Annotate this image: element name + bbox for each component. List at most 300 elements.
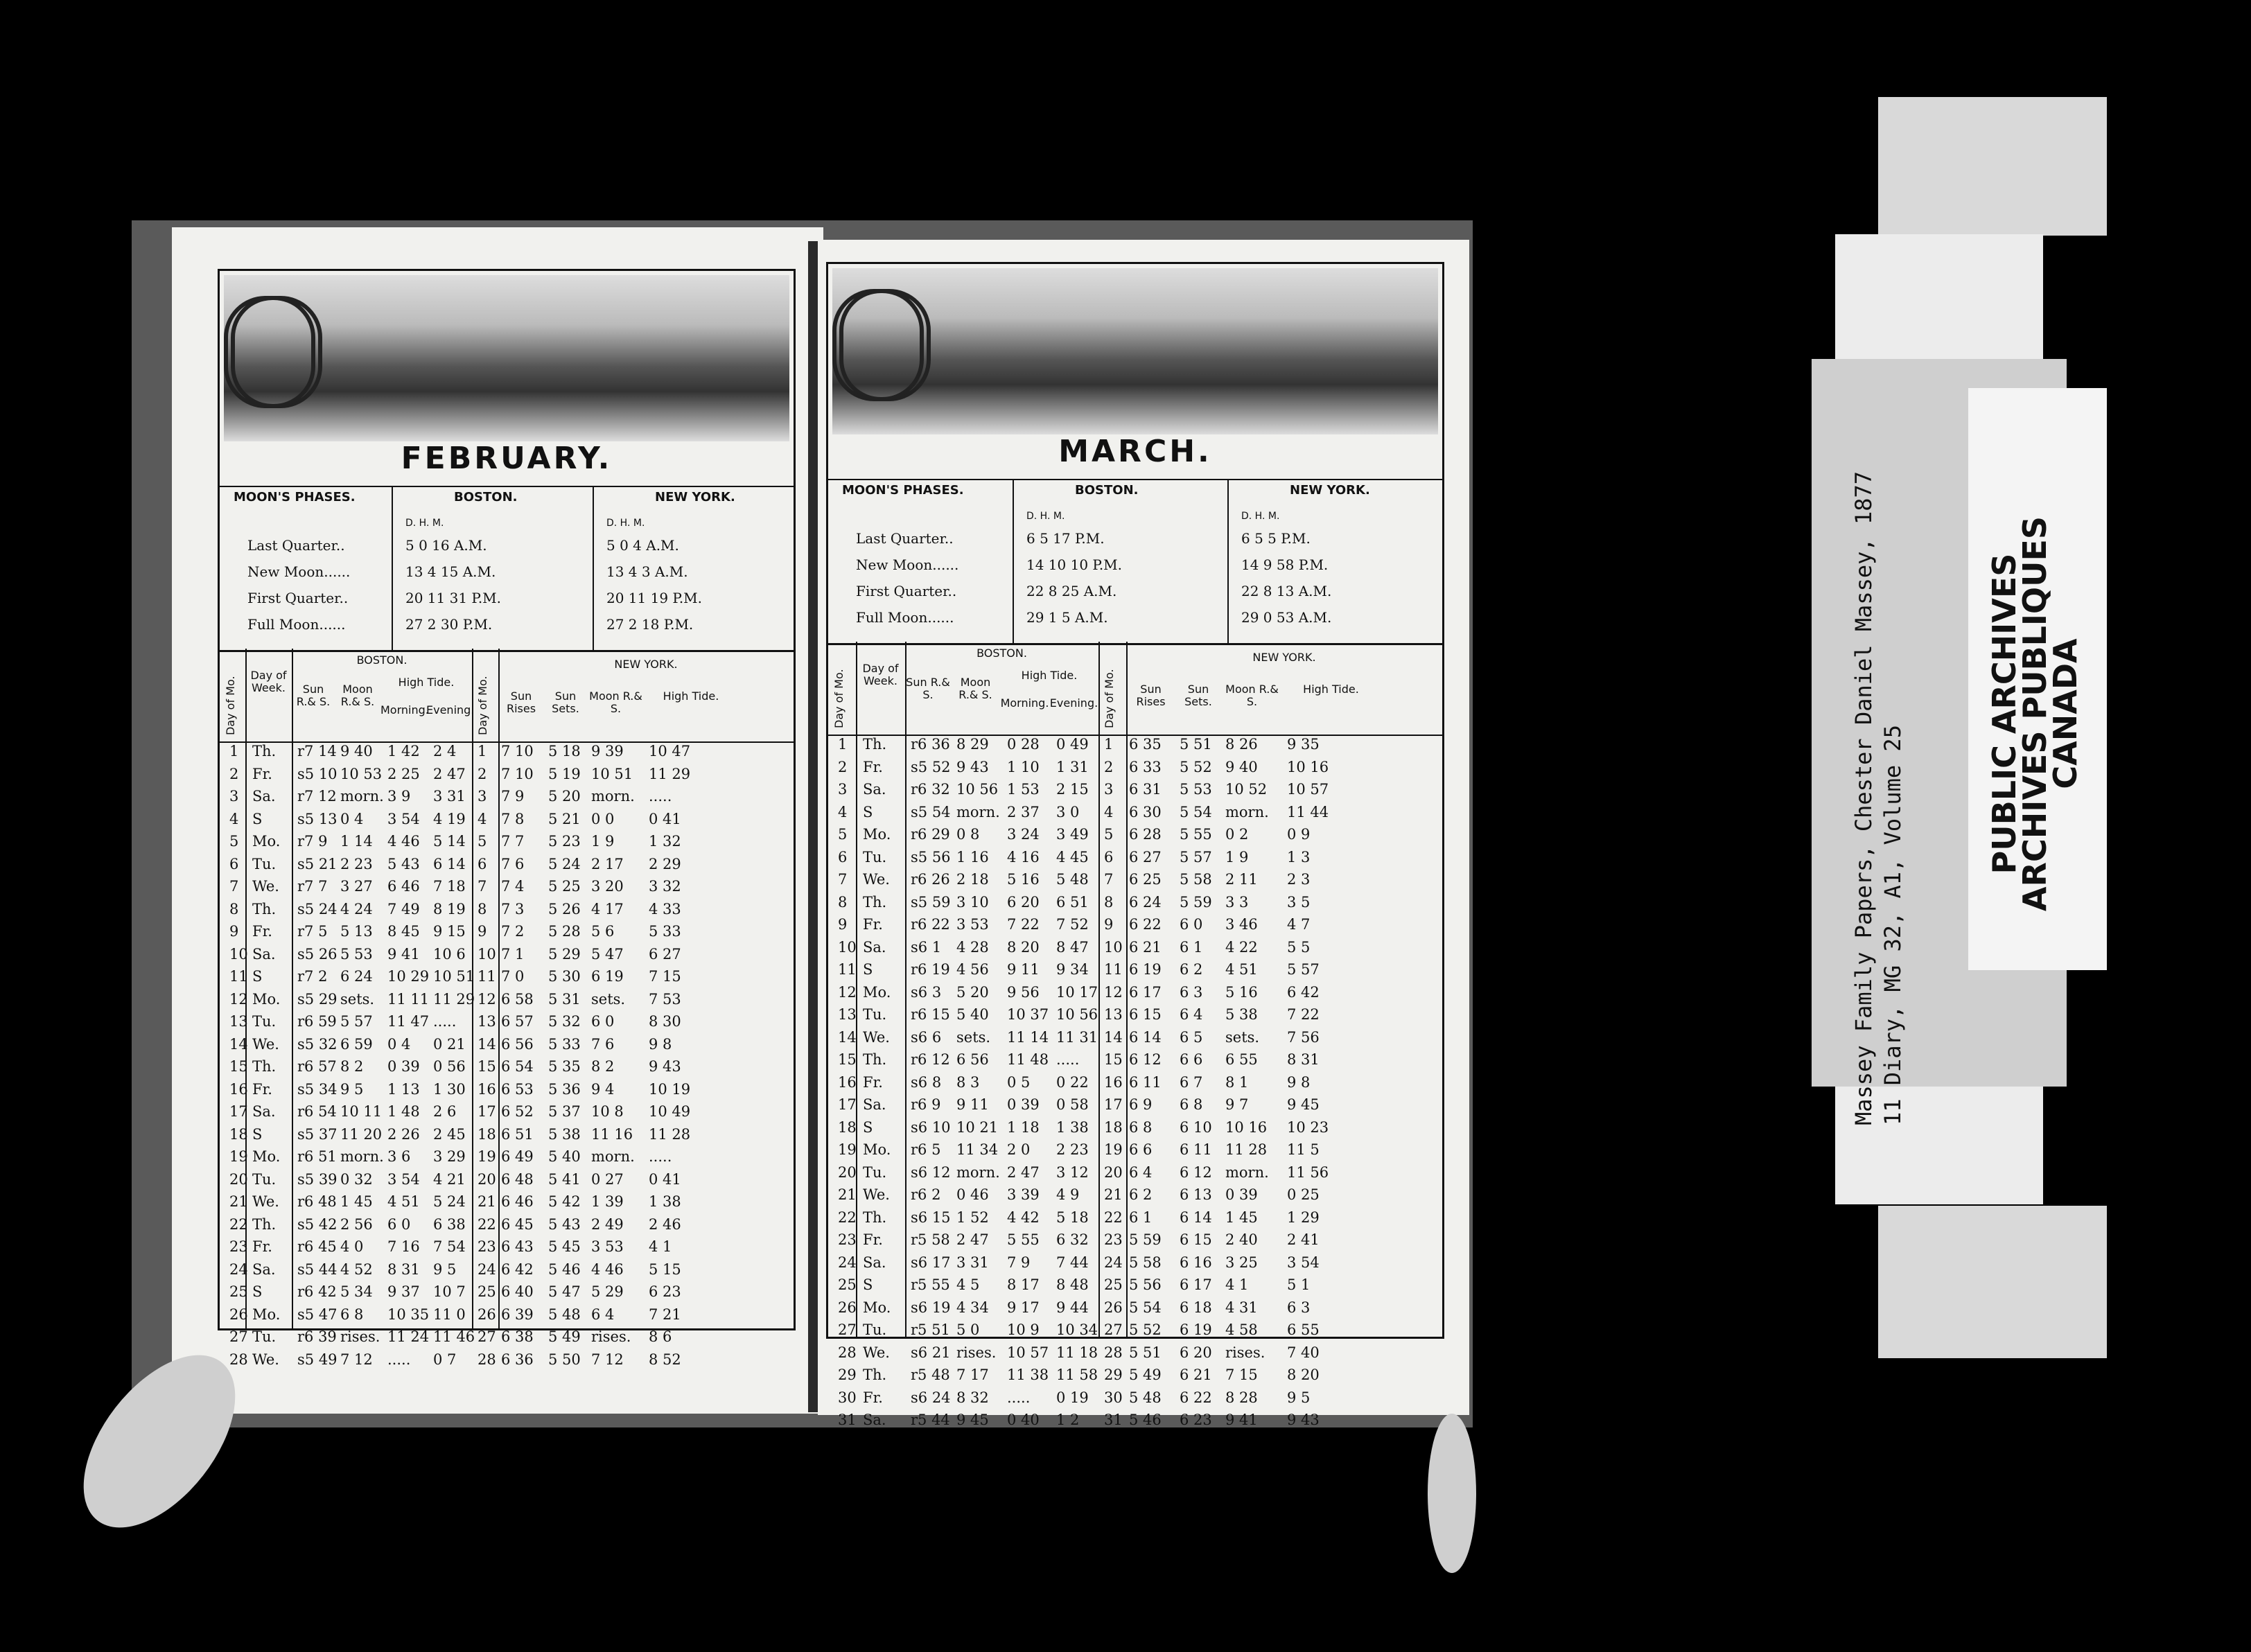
day-cell: ..... — [649, 788, 672, 805]
day-cell: 4 — [229, 810, 239, 827]
day-cell: 26 — [1104, 1299, 1123, 1316]
day-cell: 5 33 — [649, 923, 681, 940]
day-cell: 3 — [229, 788, 239, 805]
archive-caption — [1849, 471, 1907, 1125]
moon-rs-header-ny: Moon R.& S. — [1225, 683, 1279, 708]
day-cell: 5 14 — [433, 833, 466, 850]
high-tide-header-ny: High Tide. — [663, 689, 719, 703]
day-cell: 26 — [478, 1306, 496, 1323]
day-cell: 27 — [1104, 1321, 1123, 1338]
day-cell: r5 58 — [911, 1231, 950, 1248]
moon-rs-header: Moon R.& S. — [958, 676, 992, 701]
day-cell: 0 22 — [1056, 1073, 1089, 1091]
day-cell: Th. — [252, 1058, 277, 1075]
day-cell: 9 5 — [1287, 1389, 1311, 1406]
day-cell: We. — [252, 878, 279, 895]
day-cell: 2 23 — [340, 855, 373, 872]
day-cell: 18 — [229, 1125, 248, 1143]
day-cell: We. — [863, 1186, 890, 1203]
day-cell: 9 — [838, 916, 848, 933]
day-cell: rises. — [591, 1328, 631, 1345]
day-cell: 23 — [1104, 1231, 1123, 1248]
day-cell: 6 — [229, 855, 239, 872]
day-cell: 6 4 — [1180, 1006, 1203, 1023]
day-cell: 8 2 — [591, 1058, 615, 1075]
day-cell: 4 58 — [1225, 1321, 1258, 1338]
day-cell: Mo. — [863, 983, 891, 1001]
day-cell: Tu. — [252, 855, 277, 872]
day-cell: s5 49 — [297, 1351, 338, 1368]
day-row — [828, 894, 1442, 919]
page-february — [172, 227, 823, 1414]
day-cell: 1 16 — [956, 848, 989, 865]
day-cell: 6 55 — [1225, 1051, 1258, 1068]
day-row — [220, 901, 794, 926]
day-cell: s5 34 — [297, 1080, 338, 1098]
phase-name: First Quarter.. — [247, 590, 349, 606]
day-cell: 12 — [1104, 983, 1123, 1001]
moon-phases-header: MOON'S PHASES. — [234, 490, 356, 504]
day-cell: 5 59 — [1180, 893, 1212, 911]
day-cell: 15 — [478, 1058, 496, 1075]
day-cell: 10 51 — [591, 765, 633, 782]
day-cell: 1 42 — [387, 743, 420, 759]
day-cell: 22 — [838, 1209, 857, 1226]
day-cell: 10 — [838, 938, 857, 956]
day-cell: 8 32 — [956, 1389, 989, 1406]
day-of-month-header: Day of Mo. — [832, 669, 846, 728]
day-cell: 5 43 — [548, 1215, 581, 1233]
day-row — [220, 946, 794, 971]
day-cell: 0 46 — [956, 1186, 989, 1203]
day-cell: 6 39 — [501, 1306, 534, 1323]
day-cell: 7 40 — [1287, 1344, 1320, 1361]
day-cell: 1 53 — [1007, 781, 1040, 798]
march-engraving — [832, 268, 1438, 434]
day-cell: 9 34 — [1056, 961, 1089, 978]
phase-new-york: 14 9 58 P.M. — [1241, 556, 1329, 573]
day-cell: 6 21 — [1180, 1367, 1212, 1383]
day-cell: 23 — [838, 1231, 857, 1248]
day-cell: 7 56 — [1287, 1028, 1320, 1046]
day-cell: Fr. — [863, 1389, 883, 1406]
day-cell: 9 45 — [956, 1412, 989, 1428]
day-cell: r6 54 — [297, 1103, 337, 1120]
day-cell: Fr. — [863, 1231, 883, 1248]
day-cell: Th. — [863, 1051, 887, 1068]
day-cell: 2 11 — [1225, 871, 1258, 888]
day-cell: 5 24 — [548, 855, 581, 872]
day-cell: 11 29 — [649, 765, 691, 782]
day-cell: s6 24 — [911, 1389, 951, 1406]
boston-section-header: BOSTON. — [976, 647, 1027, 660]
day-cell: 7 9 — [1007, 1254, 1031, 1271]
day-cell: Fr. — [863, 758, 883, 775]
day-cell: 11 46 — [433, 1328, 475, 1345]
day-cell: 9 37 — [387, 1283, 420, 1300]
day-cell: r6 26 — [911, 871, 950, 888]
day-cell: 10 29 — [387, 968, 430, 985]
day-cell: Fr. — [863, 916, 883, 933]
day-cell: 7 8 — [501, 810, 525, 827]
day-cell: s5 13 — [297, 810, 338, 827]
day-cell: 5 5 — [1287, 938, 1311, 956]
day-cell: 0 41 — [649, 1170, 681, 1188]
day-cell: 11 20 — [340, 1125, 383, 1143]
day-cell: 14 — [838, 1028, 857, 1046]
day-cell: 6 0 — [387, 1215, 411, 1233]
day-cell: Th. — [863, 736, 887, 753]
day-cell: 10 53 — [340, 765, 383, 782]
day-cell: 25 — [1104, 1276, 1123, 1293]
day-cell: 5 6 — [591, 923, 615, 940]
day-cell: 6 55 — [1287, 1321, 1320, 1338]
day-cell: 3 3 — [1225, 893, 1249, 911]
day-cell: 6 49 — [501, 1148, 534, 1165]
day-cell: 6 1 — [1180, 938, 1203, 956]
day-cell: 5 57 — [1180, 848, 1212, 865]
day-cell: 8 19 — [433, 900, 466, 917]
day-cell: Mo. — [252, 990, 281, 1008]
day-cell: 6 18 — [1180, 1299, 1212, 1316]
day-cell: 19 — [478, 1148, 496, 1165]
day-cell: 6 42 — [501, 1260, 534, 1278]
day-cell: Sa. — [863, 938, 886, 956]
day-cell: r6 36 — [911, 736, 950, 753]
day-cell: 1 — [229, 743, 239, 759]
day-cell: 5 46 — [1129, 1412, 1162, 1428]
phase-new-york: 29 0 53 A.M. — [1241, 609, 1332, 626]
day-cell: 7 3 — [501, 900, 525, 917]
day-cell: 6 27 — [1129, 848, 1162, 865]
month-title: FEBRUARY. — [401, 441, 613, 476]
day-cell: 5 38 — [1225, 1006, 1258, 1023]
day-cell: 1 — [478, 743, 487, 759]
day-cell: 11 28 — [1225, 1141, 1268, 1158]
day-cell: 7 9 — [501, 788, 525, 805]
day-cell: 5 51 — [1129, 1344, 1162, 1361]
day-cell: 5 48 — [1129, 1389, 1162, 1406]
day-cell: 2 23 — [1056, 1141, 1089, 1158]
day-cell: 5 29 — [548, 945, 581, 963]
day-cell: 5 29 — [591, 1283, 624, 1300]
day-cell: 0 21 — [433, 1035, 466, 1053]
day-cell: 4 46 — [591, 1260, 624, 1278]
day-cell: 0 7 — [433, 1351, 457, 1368]
day-cell: 5 20 — [548, 788, 581, 805]
day-cell: 17 — [1104, 1096, 1123, 1113]
day-cell: 10 — [478, 945, 496, 963]
day-row — [220, 1328, 794, 1353]
day-row — [220, 788, 794, 813]
day-cell: Sa. — [252, 1260, 276, 1278]
day-row — [828, 1029, 1442, 1054]
day-cell: We. — [863, 1028, 890, 1046]
day-row — [828, 1074, 1442, 1099]
right-pen-tip — [1428, 1414, 1476, 1573]
day-cell: 5 18 — [548, 743, 581, 759]
moon-rs-header-ny: Moon R.& S. — [589, 689, 642, 715]
page-march — [818, 240, 1469, 1428]
day-cell: S — [252, 810, 263, 827]
day-cell: 6 25 — [1129, 871, 1162, 888]
day-cell: 0 27 — [591, 1170, 624, 1188]
day-cell: 10 16 — [1225, 1118, 1268, 1136]
day-cell: 21 — [478, 1193, 496, 1210]
day-cell: s6 8 — [911, 1073, 942, 1091]
day-cell: Th. — [252, 743, 277, 759]
day-cell: morn. — [956, 1163, 1000, 1181]
phase-new-york: 13 4 3 A.M. — [606, 563, 688, 580]
day-cell: 27 — [838, 1321, 857, 1338]
day-cell: 17 — [478, 1103, 496, 1120]
day-cell: 10 57 — [1287, 781, 1329, 798]
day-cell: 4 24 — [340, 900, 373, 917]
day-cell: 6 33 — [1129, 758, 1162, 775]
day-cell: 10 8 — [591, 1103, 624, 1120]
boston-header: BOSTON. — [454, 490, 518, 504]
day-cell: 5 53 — [340, 945, 373, 963]
day-cell: 7 7 — [501, 833, 525, 850]
day-cell: r7 9 — [297, 833, 328, 850]
day-cell: 11 — [1104, 961, 1123, 978]
day-cell: 6 2 — [1129, 1186, 1153, 1203]
day-cell: 5 38 — [548, 1125, 581, 1143]
day-cell: 5 56 — [1129, 1276, 1162, 1293]
day-cell: 3 54 — [387, 1170, 420, 1188]
day-cell: 5 37 — [548, 1103, 581, 1120]
day-cell: 9 17 — [1007, 1299, 1040, 1316]
day-cell: s5 37 — [297, 1125, 338, 1143]
day-cell: 28 — [478, 1351, 496, 1368]
day-cell: 19 — [229, 1148, 248, 1165]
label-tab-top — [1878, 97, 2107, 236]
phase-new-york: 22 8 13 A.M. — [1241, 583, 1332, 599]
day-cell: 5 18 — [1056, 1209, 1089, 1226]
day-cell: 5 21 — [548, 810, 581, 827]
day-cell: Tu. — [863, 1163, 887, 1181]
day-cell: 6 38 — [501, 1328, 534, 1345]
new-york-header: NEW YORK. — [1290, 483, 1370, 498]
day-cell: 8 31 — [387, 1260, 420, 1278]
day-cell: morn. — [340, 1148, 384, 1165]
day-cell: 6 17 — [1180, 1276, 1212, 1293]
phase-new-york: 6 5 5 P.M. — [1241, 530, 1311, 547]
day-cell: 9 7 — [1225, 1096, 1249, 1113]
day-cell: 6 6 — [1180, 1051, 1203, 1068]
day-cell: r6 45 — [297, 1238, 337, 1255]
day-cell: 8 29 — [956, 736, 989, 753]
phase-name: New Moon...... — [247, 563, 351, 580]
day-cell: 20 — [478, 1170, 496, 1188]
moon-phases-table — [828, 479, 1442, 645]
day-cell: 7 12 — [340, 1351, 373, 1368]
day-row — [220, 1013, 794, 1038]
day-cell: 5 19 — [548, 765, 581, 782]
day-cell: 5 43 — [387, 855, 420, 872]
caption-line-1: Massey Family Papers, Chester Daniel Massey, 1877 — [1850, 471, 1877, 1125]
day-cell: 1 39 — [591, 1193, 624, 1210]
day-cell: S — [863, 1118, 873, 1136]
day-cell: 3 54 — [1287, 1254, 1320, 1271]
day-cell: Mo. — [863, 1141, 891, 1158]
day-cell: 6 46 — [387, 878, 420, 895]
day-cell: 6 24 — [1129, 893, 1162, 911]
day-cell: 5 57 — [340, 1013, 373, 1030]
day-cell: 2 47 — [433, 765, 466, 782]
day-row — [828, 1141, 1442, 1166]
phase-row — [220, 537, 794, 558]
sun-rs-header: Sun R.& S. — [906, 676, 950, 701]
day-cell: 28 — [838, 1344, 857, 1361]
day-cell: 8 — [838, 893, 848, 911]
day-cell: 8 28 — [1225, 1389, 1258, 1406]
open-diary — [132, 220, 1473, 1427]
day-row — [828, 1299, 1442, 1324]
day-cell: 7 — [838, 871, 848, 888]
day-cell: rises. — [340, 1328, 380, 1345]
high-tide-header: High Tide. — [1021, 669, 1078, 682]
day-cell: 7 2 — [501, 923, 525, 940]
day-cell: Sa. — [863, 1412, 886, 1428]
day-cell: 16 — [838, 1073, 857, 1091]
day-cell: 4 16 — [1007, 848, 1040, 865]
phase-name: Full Moon...... — [247, 616, 346, 633]
day-row — [220, 1148, 794, 1173]
day-cell: 5 47 — [591, 945, 624, 963]
dhm-new-york: D. H. M. — [606, 518, 645, 529]
day-cell: r6 51 — [297, 1148, 337, 1165]
day-cell: 9 4 — [591, 1080, 615, 1098]
boston-section-header: BOSTON. — [356, 653, 408, 667]
day-row — [828, 1412, 1442, 1436]
day-row — [220, 991, 794, 1016]
day-cell: 8 — [478, 900, 487, 917]
day-cell: s5 42 — [297, 1215, 338, 1233]
day-cell: We. — [863, 871, 890, 888]
day-cell: 5 34 — [340, 1283, 373, 1300]
day-cell: r6 32 — [911, 781, 950, 798]
day-cell: 5 33 — [548, 1035, 581, 1053]
day-row — [828, 804, 1442, 829]
day-cell: s5 54 — [911, 803, 951, 820]
day-cell: Mo. — [863, 1299, 891, 1316]
phase-boston: 20 11 31 P.M. — [405, 590, 502, 606]
day-cell: 4 0 — [340, 1238, 364, 1255]
day-cell: 8 30 — [649, 1013, 681, 1030]
day-cell: r5 51 — [911, 1321, 950, 1338]
day-cell: 8 26 — [1225, 736, 1258, 753]
day-cell: 9 — [478, 923, 487, 940]
day-cell: Th. — [252, 1215, 277, 1233]
day-cell: sets. — [1225, 1028, 1260, 1046]
day-row — [828, 1164, 1442, 1189]
day-cell: 22 — [478, 1215, 496, 1233]
day-cell: r6 59 — [297, 1013, 337, 1030]
day-cell: 30 — [838, 1389, 857, 1406]
day-cell: 3 54 — [387, 810, 420, 827]
day-cell: 6 3 — [1287, 1299, 1311, 1316]
day-cell: 5 53 — [1180, 781, 1212, 798]
day-cell: 7 44 — [1056, 1254, 1089, 1271]
day-cell: Tu. — [863, 1321, 887, 1338]
phase-name: Full Moon...... — [856, 609, 954, 626]
day-cell: 8 20 — [1287, 1367, 1320, 1383]
day-cell: 5 35 — [548, 1058, 581, 1075]
day-cell: 1 38 — [1056, 1118, 1089, 1136]
day-row — [220, 833, 794, 858]
day-cell: 1 — [838, 736, 848, 753]
moon-rs-header: Moon R.& S. — [340, 683, 375, 708]
day-cell: s6 6 — [911, 1028, 942, 1046]
day-cell: s5 32 — [297, 1035, 338, 1053]
day-cell: 0 56 — [433, 1058, 466, 1075]
day-cell: sets. — [591, 990, 626, 1008]
day-cell: 6 54 — [501, 1058, 534, 1075]
day-row — [220, 1306, 794, 1331]
day-row — [828, 1321, 1442, 1346]
day-cell: 16 — [478, 1080, 496, 1098]
day-cell: 2 45 — [433, 1125, 466, 1143]
day-cell: 3 31 — [956, 1254, 989, 1271]
day-cell: Mo. — [252, 1306, 281, 1323]
day-cell: s6 1 — [911, 938, 942, 956]
day-cell: 3 39 — [1007, 1186, 1040, 1203]
day-row — [828, 1051, 1442, 1076]
day-row — [220, 968, 794, 993]
day-cell: morn. — [340, 788, 384, 805]
day-cell: 6 56 — [956, 1051, 989, 1068]
day-cell: 2 46 — [649, 1215, 681, 1233]
day-cell: S — [252, 968, 263, 985]
day-row — [828, 1254, 1442, 1279]
day-cell: s5 24 — [297, 900, 338, 917]
day-cell: 31 — [1104, 1412, 1123, 1428]
day-cell: morn. — [1225, 803, 1269, 820]
day-cell: Fr. — [252, 1080, 272, 1098]
day-cell: 3 27 — [340, 878, 373, 895]
day-cell: 20 — [838, 1163, 857, 1181]
day-cell: 8 52 — [649, 1351, 681, 1368]
day-cell: 5 15 — [649, 1260, 681, 1278]
day-cell: 5 48 — [1056, 871, 1089, 888]
day-cell: 6 7 — [1180, 1073, 1203, 1091]
day-cell: 6 11 — [1129, 1073, 1162, 1091]
day-cell: 24 — [229, 1260, 248, 1278]
day-cell: s5 52 — [911, 758, 951, 775]
day-cell: 4 1 — [649, 1238, 672, 1255]
day-cell: 6 8 — [1180, 1096, 1203, 1113]
day-cell: 15 — [229, 1058, 248, 1075]
day-cell: 6 51 — [501, 1125, 534, 1143]
day-cell: Sa. — [863, 1254, 886, 1271]
day-cell: 5 — [478, 833, 487, 850]
new-york-header: NEW YORK. — [655, 490, 735, 504]
day-cell: We. — [863, 1344, 890, 1361]
moon-phases-header: MOON'S PHASES. — [842, 483, 964, 498]
day-cell: 6 28 — [1129, 826, 1162, 843]
day-cell: s5 21 — [297, 855, 338, 872]
sun-sets-header: Sun Sets. — [1184, 683, 1212, 708]
phase-row — [828, 609, 1442, 630]
day-of-week-header: Day of Week. — [250, 669, 287, 694]
day-cell: 6 16 — [1180, 1254, 1212, 1271]
day-cell: 2 47 — [1007, 1163, 1040, 1181]
day-cell: 2 — [1104, 758, 1114, 775]
phase-boston: 27 2 30 P.M. — [405, 616, 493, 633]
dhm-new-york: D. H. M. — [1241, 511, 1280, 522]
day-cell: 7 15 — [1225, 1367, 1258, 1383]
